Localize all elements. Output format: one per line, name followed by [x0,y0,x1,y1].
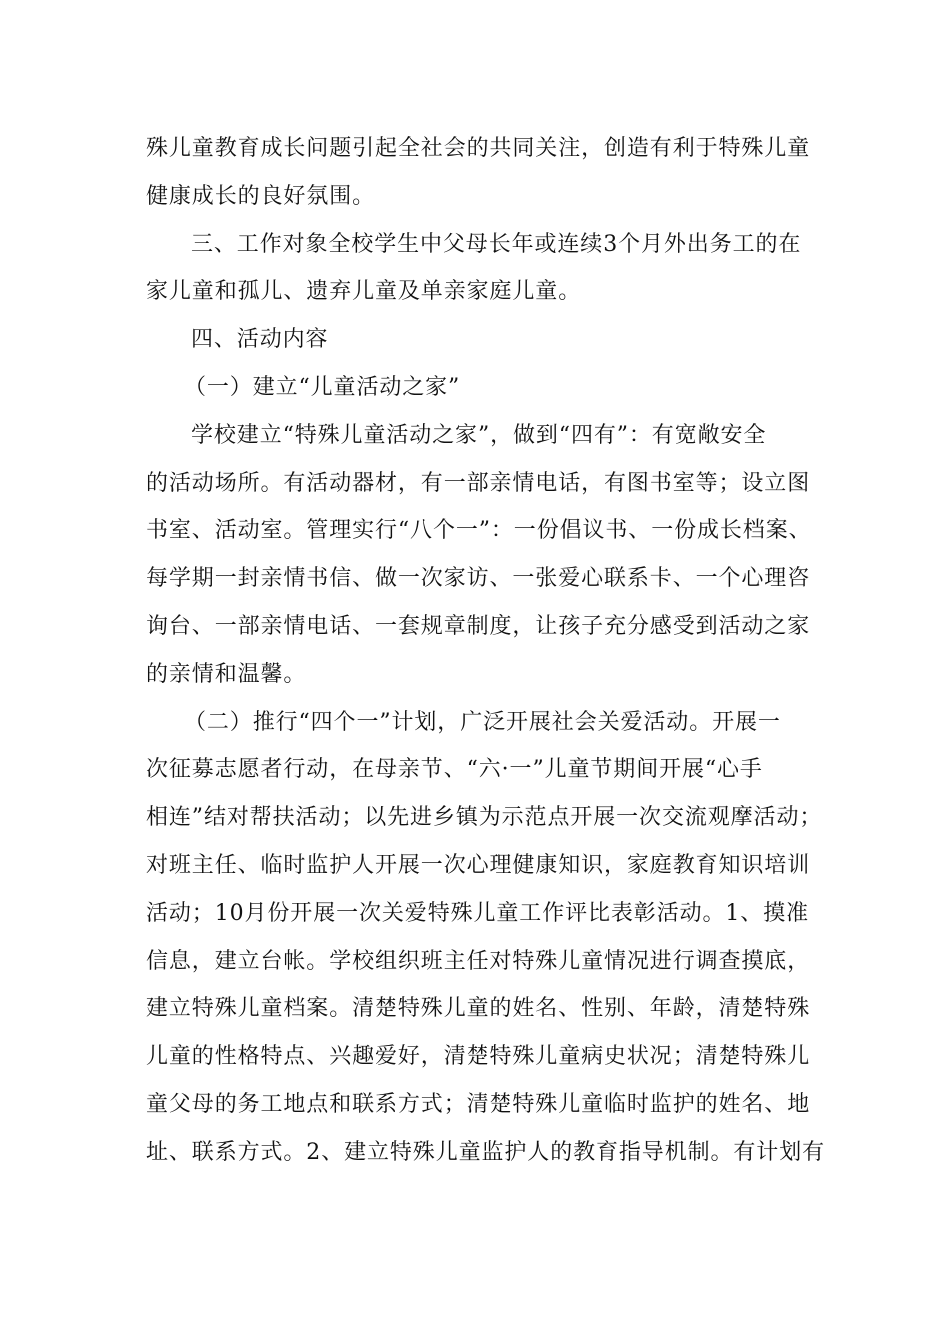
subsection-one-heading: （一）建立“儿童活动之家” [184,374,461,400]
text-line-2: 健康成长的良好氛围。 [146,183,376,209]
text-line-15: 相连”结对帮扶活动；以先进乡镇为示范点开展一次交流观摩活动； [146,805,823,831]
section-four-heading: 四、活动内容 [191,327,329,353]
text-line-4: 家儿童和孤儿、遗弃儿童及单亲家庭儿童。 [146,279,582,305]
document-body [146,125,825,1177]
text-line-12: 的亲情和温馨。 [146,661,307,687]
text-line-20: 儿童的性格特点、兴趣爱好，清楚特殊儿童病史状况；清楚特殊儿 [146,1044,811,1070]
section-three-heading-line: 三、工作对象全校学生中父母长年或连续3个月外出务工的在 [191,231,802,257]
text-line-7: 学校建立“特殊儿童活动之家”，做到“四有”：有宽敞安全 [191,422,767,448]
subsection-two-heading-line: （二）推行“四个一”计划，广泛开展社会关爱活动。开展一 [184,709,781,735]
text-line-18: 信息，建立台帐。学校组织班主任对特殊儿童情况进行调查摸底， [146,948,811,974]
text-line-10: 每学期一封亲情书信、做一次家访、一张爱心联系卡、一个心理咨 [146,566,811,592]
text-line-21: 童父母的务工地点和联系方式；清楚特殊儿童临时监护的姓名、地 [146,1091,811,1117]
text-line-1: 殊儿童教育成长问题引起全社会的共同关注，创造有利于特殊儿童 [146,136,811,161]
text-line-16: 对班主任、临时监护人开展一次心理健康知识，家庭教育知识培训 [146,852,811,878]
text-line-19: 建立特殊儿童档案。清楚特殊儿童的姓名、性别、年龄，清楚特殊 [146,996,811,1022]
text-line-14: 次征募志愿者行动，在母亲节、“六·一”儿童节期间开展“心手 [146,757,763,783]
text-line-8: 的活动场所。有活动器材，有一部亲情电话，有图书室等；设立图 [146,470,811,496]
text-line-9: 书室、活动室。管理实行“八个一”：一份倡议书、一份成长档案、 [146,518,812,544]
text-line-11: 询台、一部亲情电话、一套规章制度，让孩子充分感受到活动之家 [146,613,811,639]
text-line-17: 活动；10月份开展一次关爱特殊儿童工作评比表彰活动。1、摸准 [146,900,809,926]
text-line-22: 址、联系方式。2、建立特殊儿童监护人的教育指导机制。有计划有 [146,1139,825,1165]
